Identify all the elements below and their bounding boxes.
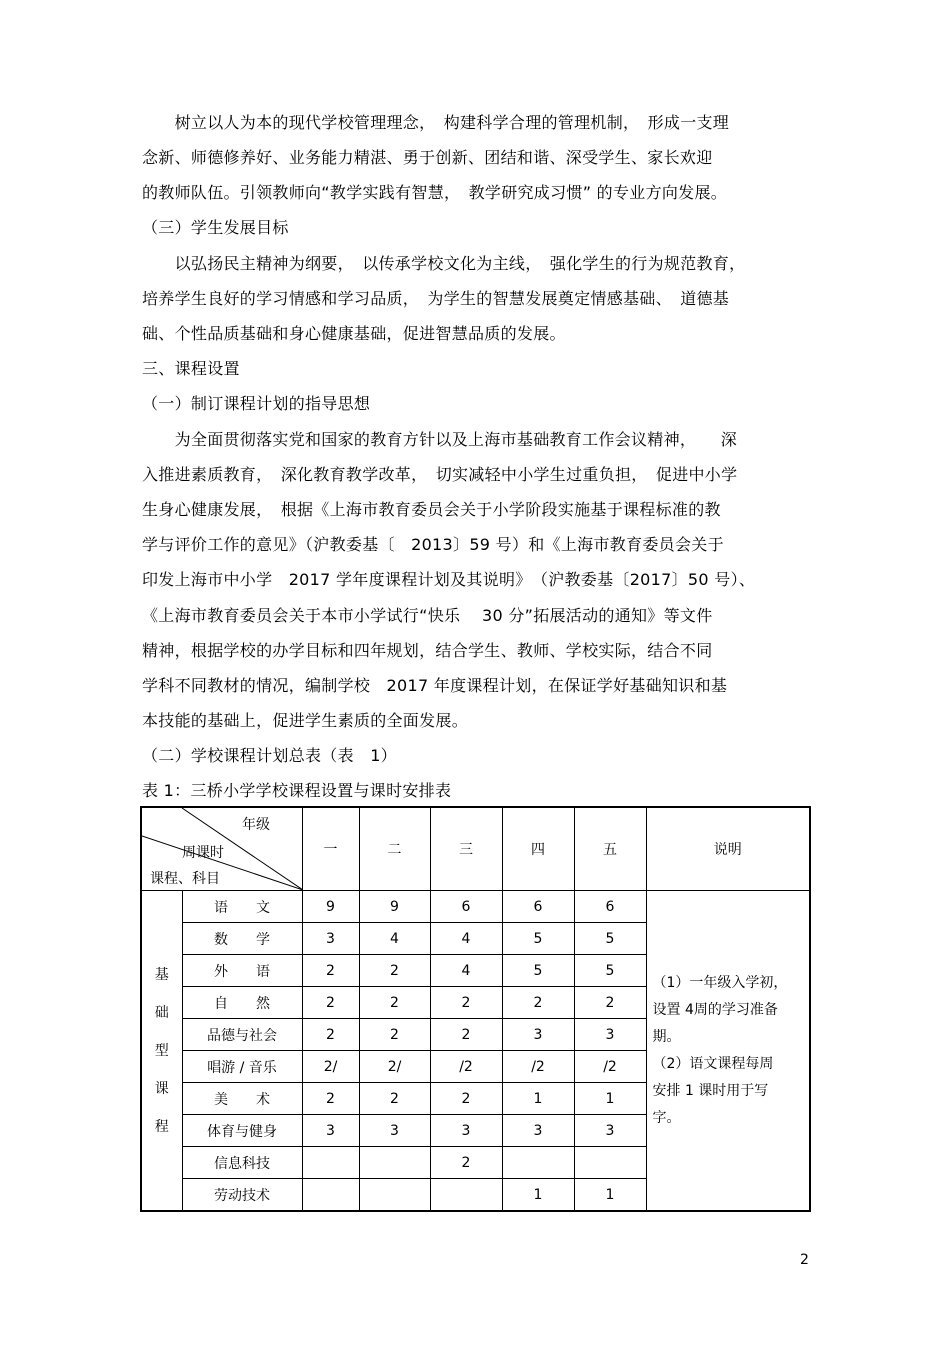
hours-cell: 3 <box>302 1115 359 1147</box>
section-heading: （二）学校课程计划总表（表 1） <box>142 746 397 765</box>
hours-cell: 9 <box>359 891 430 923</box>
paragraph-line: 础、个性品质基础和身心健康基础，促进智慧品质的发展。 <box>142 324 566 343</box>
paragraph-line: 入推进素质教育， 深化教育教学改革， 切实减轻中小学生过重负担， 促进中小学 <box>142 465 738 484</box>
course-schedule-table <box>140 806 811 1212</box>
hours-cell: 2 <box>574 987 646 1019</box>
header-subject-label: 课程、科目 <box>150 871 220 887</box>
grade-header: 二 <box>359 807 430 891</box>
hours-cell: 5 <box>574 923 646 955</box>
note-line: （1）一年级入学初， <box>652 974 788 991</box>
hours-cell <box>430 1179 502 1212</box>
category-char: 程 <box>154 1118 169 1135</box>
paragraph-line: 生身心健康发展， 根据《上海市教育委员会关于小学阶段实施基于课程标准的教 <box>142 500 721 519</box>
hours-cell: 5 <box>502 923 574 955</box>
grade-header: 一 <box>302 807 359 891</box>
hours-cell: 2 <box>430 1083 502 1115</box>
hours-cell: 4 <box>359 923 430 955</box>
hours-cell <box>574 1147 646 1179</box>
hours-cell: 3 <box>574 1115 646 1147</box>
hours-cell: /2 <box>574 1051 646 1083</box>
paragraph-line: 学与评价工作的意见》（沪教委基〔 2013〕59 号）和《上海市教育委员会关于 <box>142 535 724 554</box>
subject-name: 唱游 / 音乐 <box>182 1051 302 1083</box>
hours-cell: 3 <box>430 1115 502 1147</box>
hours-cell <box>302 1179 359 1212</box>
subject-name: 信息科技 <box>182 1147 302 1179</box>
category-char: 础 <box>154 1004 169 1021</box>
hours-cell: 6 <box>502 891 574 923</box>
grade-header: 三 <box>430 807 502 891</box>
hours-cell <box>359 1179 430 1212</box>
paragraph-line: 《上海市教育委员会关于本市小学试行“快乐 30 分”拓展活动的通知》等文件 <box>142 606 713 625</box>
hours-cell: 3 <box>502 1115 574 1147</box>
hours-cell: /2 <box>502 1051 574 1083</box>
hours-cell: 4 <box>430 923 502 955</box>
grade-header: 四 <box>502 807 574 891</box>
note-header: 说明 <box>646 807 810 891</box>
header-hours-label: 周课时 <box>182 845 224 861</box>
hours-cell: 3 <box>359 1115 430 1147</box>
hours-cell: 2 <box>302 1083 359 1115</box>
subject-name: 体育与健身 <box>182 1115 302 1147</box>
paragraph-line: 树立以人为本的现代学校管理理念， 构建科学合理的管理机制， 形成一支理 <box>142 113 730 132</box>
hours-cell: 2/ <box>359 1051 430 1083</box>
hours-cell: 2 <box>359 987 430 1019</box>
header-grade-label: 年级 <box>242 817 270 833</box>
hours-cell: 1 <box>502 1083 574 1115</box>
subject-name: 品德与社会 <box>182 1019 302 1051</box>
hours-cell: 2 <box>430 1019 502 1051</box>
subject-name: 语 文 <box>182 891 302 923</box>
note-line: （2）语文课程每周 <box>652 1055 774 1072</box>
note-cell <box>646 891 810 1212</box>
hours-cell: 2/ <box>302 1051 359 1083</box>
hours-cell: 3 <box>574 1019 646 1051</box>
paragraph-line: 本技能的基础上，促进学生素质的全面发展。 <box>142 711 469 730</box>
hours-cell: 1 <box>574 1083 646 1115</box>
hours-cell: 9 <box>302 891 359 923</box>
hours-cell: 2 <box>359 955 430 987</box>
hours-cell: 1 <box>502 1179 574 1212</box>
diagonal-header-cell <box>141 807 302 891</box>
subject-name: 劳动技术 <box>182 1179 302 1212</box>
paragraph-line: 以弘扬民主精神为纲要， 以传承学校文化为主线， 强化学生的行为规范教育， <box>142 254 746 273</box>
grade-header: 五 <box>574 807 646 891</box>
hours-cell: 2 <box>359 1083 430 1115</box>
hours-cell: 5 <box>502 955 574 987</box>
category-char: 型 <box>154 1042 169 1059</box>
table-caption: 表 1：三桥小学学校课程设置与课时安排表 <box>142 781 452 800</box>
category-char: 基 <box>154 966 169 983</box>
hours-cell: /2 <box>430 1051 502 1083</box>
hours-cell: 1 <box>574 1179 646 1212</box>
hours-cell: 3 <box>302 923 359 955</box>
subject-name: 外 语 <box>182 955 302 987</box>
page-number: 2 <box>800 1252 809 1268</box>
note-line: 设置 4周的学习准备 <box>652 1001 778 1018</box>
section-heading: （一）制订课程计划的指导思想 <box>142 394 371 413</box>
paragraph-line: 的教师队伍。引领教师向“教学实践有智慧， 教学研究成习惯” 的专业方向发展。 <box>142 183 728 202</box>
paragraph-line: 学科不同教材的情况，编制学校 2017 年度课程计划，在保证学好基础知识和基 <box>142 676 728 695</box>
note-line: 期。 <box>652 1028 681 1045</box>
paragraph-line: 精神，根据学校的办学目标和四年规划，结合学生、教师、学校实际，结合不同 <box>142 641 713 660</box>
hours-cell: 2 <box>302 987 359 1019</box>
hours-cell: 2 <box>430 987 502 1019</box>
section-heading: （三）学生发展目标 <box>142 218 289 237</box>
hours-cell: 3 <box>502 1019 574 1051</box>
table-header-row <box>141 807 810 891</box>
subject-name: 数 学 <box>182 923 302 955</box>
paragraph-line: 印发上海市中小学 2017 学年度课程计划及其说明》 （沪教委基〔2017〕50 号）、 <box>142 570 756 589</box>
category-char: 课 <box>154 1080 169 1097</box>
hours-cell: 6 <box>574 891 646 923</box>
hours-cell: 2 <box>302 1019 359 1051</box>
hours-cell: 4 <box>430 955 502 987</box>
table-row <box>141 891 810 923</box>
note-line: 安排 1 课时用于写 <box>652 1082 769 1099</box>
hours-cell <box>359 1147 430 1179</box>
hours-cell: 5 <box>574 955 646 987</box>
paragraph-line: 念新、师德修养好、业务能力精湛、勇于创新、团结和谐、深受学生、家长欢迎 <box>142 148 713 167</box>
note-line: 字。 <box>652 1109 681 1126</box>
paragraph-line: 培养学生良好的学习情感和学习品质， 为学生的智慧发展奠定情感基础、 道德基 <box>142 289 730 308</box>
section-heading: 三、课程设置 <box>142 359 240 378</box>
hours-cell <box>302 1147 359 1179</box>
paragraph-line: 为全面贯彻落实党和国家的教育方针以及上海市基础教育工作会议精神， 深 <box>142 430 738 449</box>
hours-cell: 6 <box>430 891 502 923</box>
hours-cell: 2 <box>430 1147 502 1179</box>
subject-name: 美 术 <box>182 1083 302 1115</box>
category-cell <box>141 891 182 1212</box>
hours-cell <box>502 1147 574 1179</box>
subject-name: 自 然 <box>182 987 302 1019</box>
hours-cell: 2 <box>302 955 359 987</box>
hours-cell: 2 <box>359 1019 430 1051</box>
hours-cell: 2 <box>502 987 574 1019</box>
